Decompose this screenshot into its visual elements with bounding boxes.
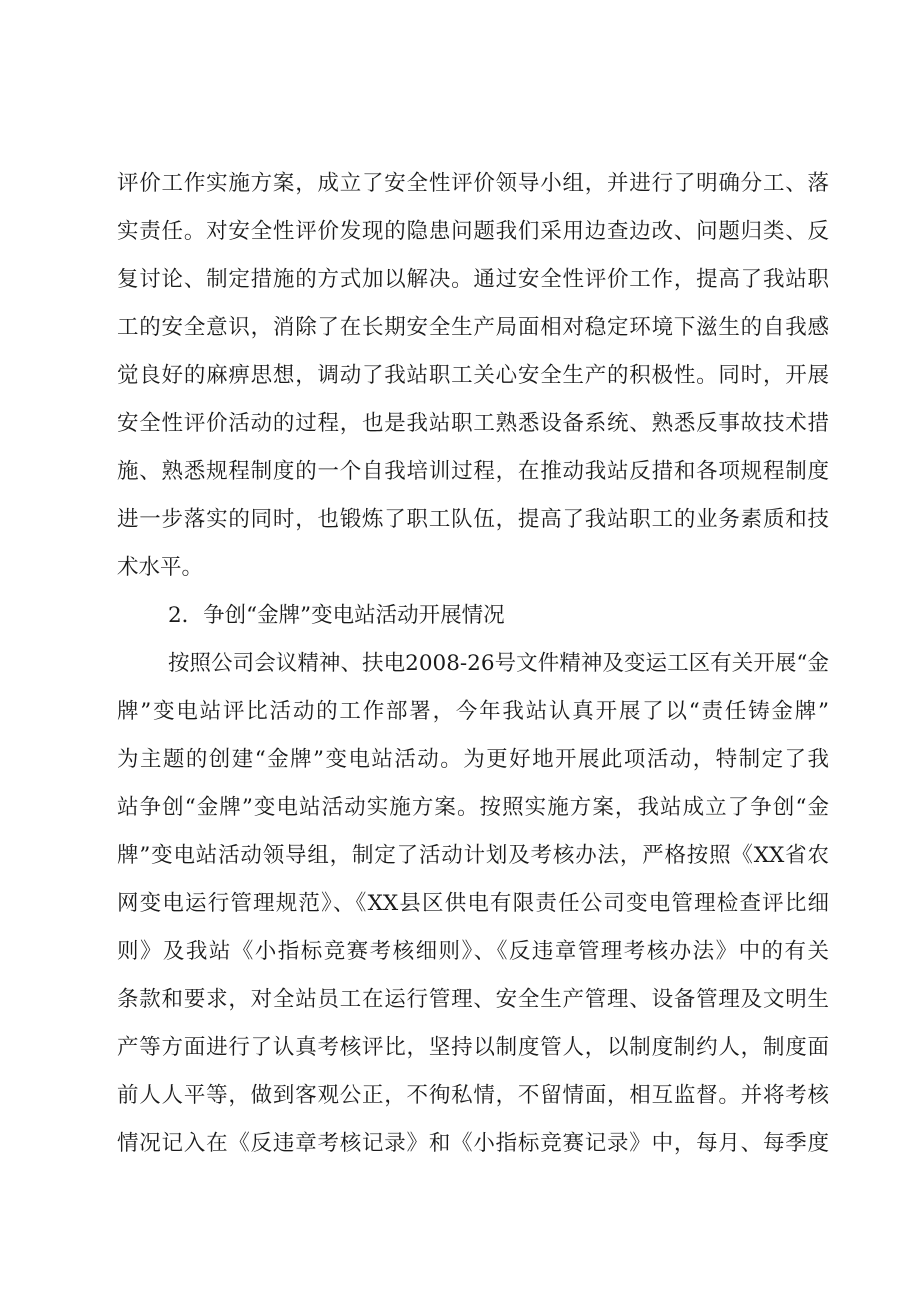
paragraph-line: 评价工作实施方案，成立了安全性评价领导小组，并进行了明确分工、落 (117, 171, 829, 196)
paragraph-line: 实责任。对安全性评价发现的隐患问题我们采用边查边改、问题归类、反 (117, 219, 829, 244)
paragraph-line: 网变电运行管理规范》、《XX县区供电有限责任公司变电管理检查评比细 (117, 891, 829, 916)
paragraph-line: 站争创“金牌”变电站活动实施方案。按照实施方案，我站成立了争创“金 (117, 795, 829, 820)
paragraph-line: 情况记入在《反违章考核记录》和《小指标竞赛记录》中，每月、每季度 (117, 1131, 829, 1156)
paragraph-line: 产等方面进行了认真考核评比，坚持以制度管人，以制度制约人，制度面 (117, 1035, 829, 1060)
paragraph-line: 则》及我站《小指标竞赛考核细则》、《反违章管理考核办法》中的有关 (117, 939, 829, 964)
paragraph-line: 工的安全意识，消除了在长期安全生产局面相对稳定环境下滋生的自我感 (117, 315, 829, 340)
paragraph-line: 牌”变电站活动领导组，制定了活动计划及考核办法，严格按照《XX省农 (117, 843, 829, 868)
paragraph-line: 术水平。 (117, 555, 204, 580)
paragraph-line: 进一步落实的同时，也锻炼了职工队伍，提高了我站职工的业务素质和技 (117, 507, 829, 532)
paragraph-line: 觉良好的麻痹思想，调动了我站职工关心安全生产的积极性。同时，开展 (117, 363, 829, 388)
paragraph-line: 复讨论、制定措施的方式加以解决。通过安全性评价工作，提高了我站职 (117, 267, 829, 292)
paragraph-line: 牌”变电站评比活动的工作部署，今年我站认真开展了以“责任铸金牌” (117, 699, 829, 724)
paragraph-line: 按照公司会议精神、扶电2008-26号文件精神及变运工区有关开展“金 (168, 651, 829, 676)
paragraph-line: 前人人平等，做到客观公正，不徇私情，不留情面，相互监督。并将考核 (117, 1083, 829, 1108)
paragraph-line: 为主题的创建“金牌”变电站活动。为更好地开展此项活动，特制定了我 (117, 747, 829, 772)
section-heading: 2．争创“金牌”变电站活动开展情况 (168, 603, 505, 628)
paragraph-line: 条款和要求，对全站员工在运行管理、安全生产管理、设备管理及文明生 (117, 987, 829, 1012)
paragraph-line: 施、熟悉规程制度的一个自我培训过程，在推动我站反措和各项规程制度 (117, 459, 829, 484)
paragraph-line: 安全性评价活动的过程，也是我站职工熟悉设备系统、熟悉反事故技术措 (117, 411, 829, 436)
